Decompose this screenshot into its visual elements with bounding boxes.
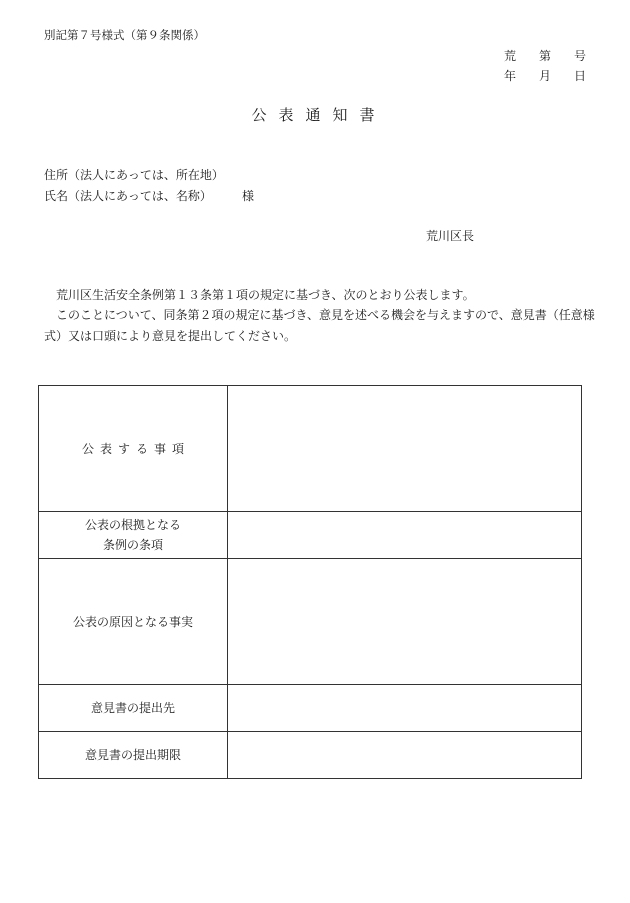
table-row [39, 685, 582, 732]
row-value-public-matter[interactable] [228, 386, 582, 512]
row-label-submission-deadline: 意見書の提出期限 [39, 732, 228, 779]
issuer: 荒川区長 [426, 229, 475, 243]
name-label: 氏名（法人にあっては、名称） [44, 189, 212, 203]
table-row [39, 386, 582, 512]
notice-table [38, 385, 582, 779]
row-label-cause-facts: 公表の原因となる事実 [39, 559, 228, 685]
table-row [39, 512, 582, 559]
reference-number-line [504, 50, 586, 62]
row-value-submission-deadline[interactable] [228, 732, 582, 779]
table-row [39, 559, 582, 685]
address-label: 住所（法人にあっては、所在地） [44, 168, 224, 182]
row-value-legal-basis[interactable] [228, 512, 582, 559]
body-paragraph-2: このことについて、同条第２項の規定に基づき、意見を述べる機会を与えますので、意見書（任意様 [56, 308, 595, 322]
date-day: 日 [574, 69, 587, 83]
ref-dai: 第 [539, 49, 552, 63]
row-label-public-matter: 公表する事項 [39, 386, 228, 512]
row-value-submission-destination[interactable] [228, 685, 582, 732]
honorific: 様 [242, 189, 255, 203]
form-number: 別記第７号様式（第９条関係） [44, 28, 205, 42]
document-title: 公表通知書 [251, 106, 387, 124]
ref-prefix: 荒 [504, 49, 517, 63]
row-label-submission-destination: 意見書の提出先 [39, 685, 228, 732]
row-label-legal-basis: 公表の根拠となる 条例の条項 [39, 512, 228, 559]
body-paragraph-1: 荒川区生活安全条例第１３条第１項の規定に基づき、次のとおり公表します。 [56, 288, 475, 302]
date-line [504, 70, 586, 82]
ref-go: 号 [574, 49, 587, 63]
body-paragraph-2-cont: 式）又は口頭により意見を提出してください。 [44, 329, 297, 343]
date-year: 年 [504, 69, 517, 83]
row-value-cause-facts[interactable] [228, 559, 582, 685]
date-month: 月 [539, 69, 552, 83]
table-row [39, 732, 582, 779]
